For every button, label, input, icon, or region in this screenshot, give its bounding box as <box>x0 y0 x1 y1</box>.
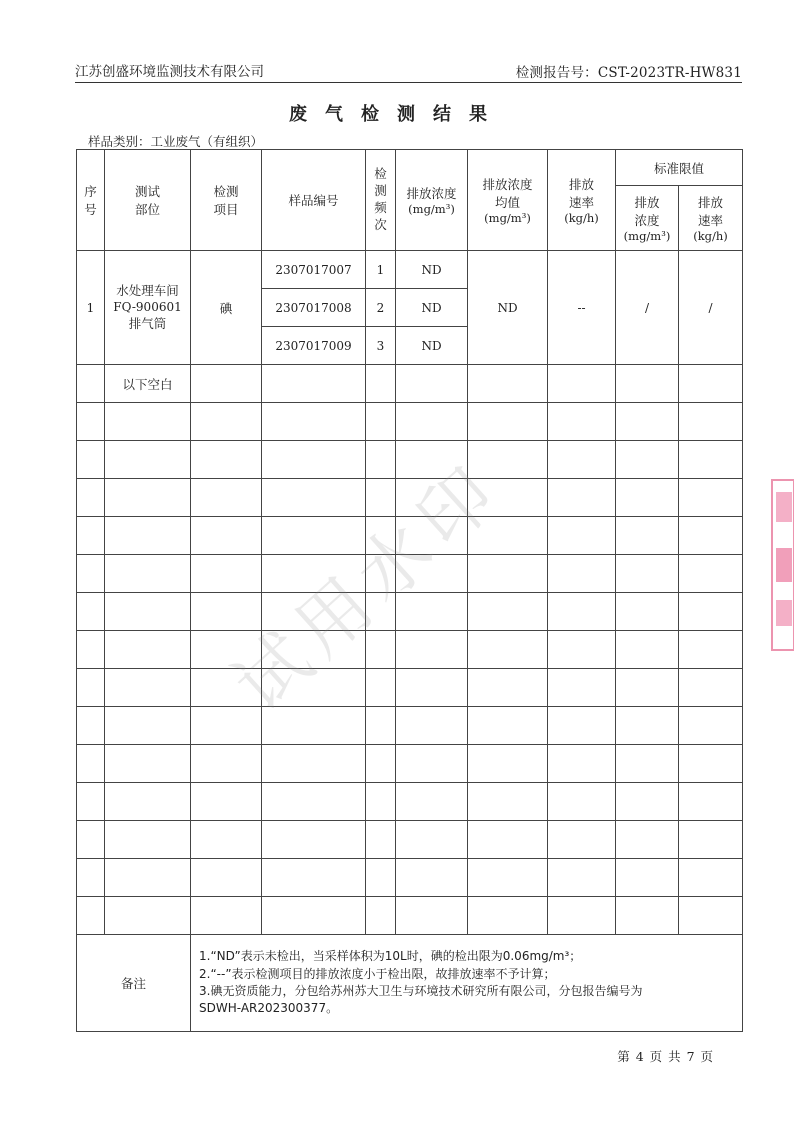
seq-header: 序 号 <box>77 150 105 251</box>
sample-freq: 2 <box>366 289 396 327</box>
sample-freq: 1 <box>366 251 396 289</box>
empty-row <box>77 631 743 669</box>
empty-row <box>77 897 743 935</box>
group-location: 水处理车间 FQ-900601 排气筒 <box>105 251 191 365</box>
standard-limit-header: 标准限值 <box>616 150 743 186</box>
sample-concentration: ND <box>396 289 468 327</box>
sample-id: 2307017008 <box>262 289 366 327</box>
empty-row <box>77 859 743 897</box>
empty-row <box>77 707 743 745</box>
results-table <box>76 149 743 1032</box>
frequency-header: 检 测 频 次 <box>366 150 396 251</box>
location-header: 测试 部位 <box>105 150 191 251</box>
seal-stamp-icon <box>768 470 794 660</box>
empty-row <box>77 441 743 479</box>
sample-id: 2307017009 <box>262 327 366 365</box>
watermark: 试用水印 <box>218 445 519 728</box>
empty-row <box>77 783 743 821</box>
remarks-label: 备注 <box>77 935 191 1032</box>
group-rate: -- <box>548 251 616 365</box>
std-concentration-header: 排放 浓度 (mg/m³) <box>616 186 679 251</box>
empty-row <box>77 517 743 555</box>
sample-id-header: 样品编号 <box>262 150 366 251</box>
group-avg: ND <box>468 251 548 365</box>
sample-concentration: ND <box>396 327 468 365</box>
empty-row <box>77 593 743 631</box>
blank-note: 以下空白 <box>105 365 191 403</box>
group-seq: 1 <box>77 251 105 365</box>
group-std-concentration: / <box>616 251 679 365</box>
remarks-content: 1.“ND”表示未检出，当采样体积为10L时，碘的检出限为0.06mg/m³； 2.“--”表示检测项目的排放浓度小于检出限，故排放速率不予计算； 3.碘无资质能力，分包给苏州苏大卫生与环境技术研究所有限公司，分包报告编号为 SDWH-AR202300377。 <box>191 935 743 1032</box>
item-header: 检测 项目 <box>191 150 262 251</box>
empty-row <box>77 745 743 783</box>
empty-row <box>77 403 743 441</box>
remarks-row <box>77 935 743 1032</box>
empty-row <box>77 479 743 517</box>
company-name: 江苏创盛环境监测技术有限公司 <box>75 64 264 80</box>
avg-concentration-header: 排放浓度 均值 (mg/m³) <box>468 150 548 251</box>
header-rule <box>75 82 742 83</box>
group-std-rate: / <box>679 251 743 365</box>
empty-row <box>77 555 743 593</box>
sample-category: 样品类别：工业废气（有组织） <box>88 134 264 149</box>
empty-row <box>77 821 743 859</box>
table-row <box>77 251 743 289</box>
emission-rate-header: 排放 速率 (kg/h) <box>548 150 616 251</box>
std-rate-header: 排放 速率 (kg/h) <box>679 186 743 251</box>
group-item: 碘 <box>191 251 262 365</box>
sample-concentration: ND <box>396 251 468 289</box>
table-row <box>77 365 743 403</box>
page-title: 废气检测结果 <box>289 104 505 125</box>
sample-freq: 3 <box>366 327 396 365</box>
page-number: 第 4 页 共 7 页 <box>617 1049 714 1064</box>
sample-id: 2307017007 <box>262 251 366 289</box>
empty-row <box>77 669 743 707</box>
concentration-header: 排放浓度 (mg/m³) <box>396 150 468 251</box>
report-number: 检测报告号：CST-2023TR-HW831 <box>515 65 742 81</box>
